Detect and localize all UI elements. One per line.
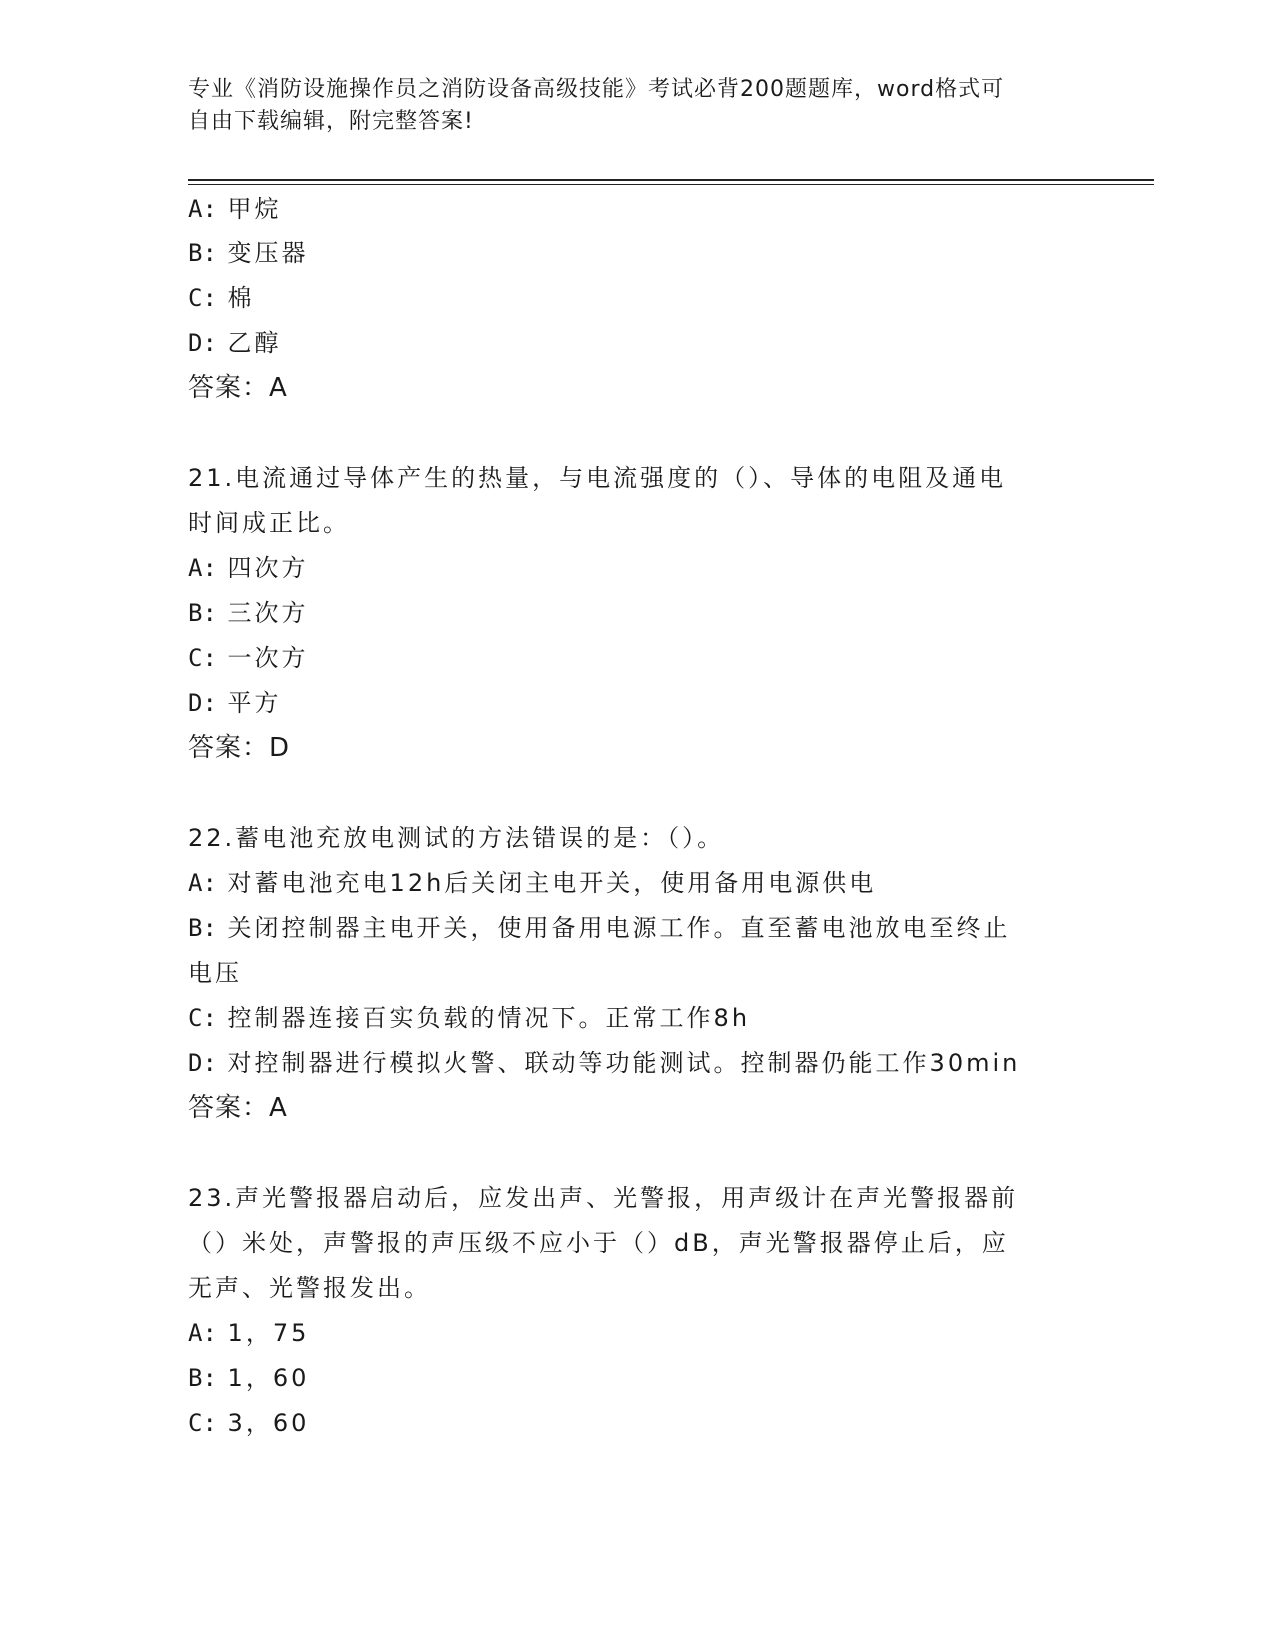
q23-option-c: C: 3，60 — [188, 1409, 310, 1437]
q22-option-d: D: 对控制器进行模拟火警、联动等功能测试。控制器仍能工作30min — [188, 1049, 1021, 1077]
q23-stem-line-3: 无声、光警报发出。 — [188, 1274, 431, 1302]
header-line-2: 自由下载编辑，附完整答案! — [188, 109, 474, 134]
header-line-1: 专业《消防设施操作员之消防设备高级技能》考试必背200题题库，word格式可 — [188, 77, 1005, 102]
document-header — [188, 74, 1068, 138]
q23-stem-line-1: 23.声光警报器启动后，应发出声、光警报，用声级计在声光警报器前 — [188, 1184, 1019, 1212]
q21-answer: 答案：D — [188, 733, 291, 763]
header-divider-thin — [188, 184, 1154, 185]
q20-option-c: C: 棉 — [188, 284, 255, 312]
q22-option-b-continued: 电压 — [188, 959, 242, 987]
q21-option-d: D: 平方 — [188, 689, 282, 717]
q22-option-b: B: 关闭控制器主电开关，使用备用电源工作。直至蓄电池放电至终止 — [188, 914, 1011, 942]
q21-stem-line-1: 21.电流通过导体产生的热量，与电流强度的（）、导体的电阻及通电 — [188, 464, 1007, 492]
q22-option-c: C: 控制器连接百实负载的情况下。正常工作8h — [188, 1004, 751, 1032]
q21-option-c: C: 一次方 — [188, 644, 309, 672]
q21-stem-line-2: 时间成正比。 — [188, 509, 350, 537]
q23-option-b: B: 1，60 — [188, 1364, 310, 1392]
q20-option-b: B: 变压器 — [188, 239, 309, 267]
q22-option-a: A: 对蓄电池充电12h后关闭主电开关，使用备用电源供电 — [188, 869, 877, 897]
q20-option-a: A: 甲烷 — [188, 195, 282, 223]
q21-option-a: A: 四次方 — [188, 554, 309, 582]
q22-answer: 答案：A — [188, 1093, 288, 1123]
header-divider-thick — [188, 179, 1154, 181]
q20-answer: 答案：A — [188, 373, 288, 403]
q23-stem-line-2: （）米处，声警报的声压级不应小于（）dB，声光警报器停止后，应 — [188, 1229, 1009, 1257]
q21-option-b: B: 三次方 — [188, 599, 309, 627]
q22-stem-line-1: 22.蓄电池充放电测试的方法错误的是：（）。 — [188, 824, 725, 852]
q23-option-a: A: 1，75 — [188, 1319, 310, 1347]
q20-option-d: D: 乙醇 — [188, 329, 282, 357]
